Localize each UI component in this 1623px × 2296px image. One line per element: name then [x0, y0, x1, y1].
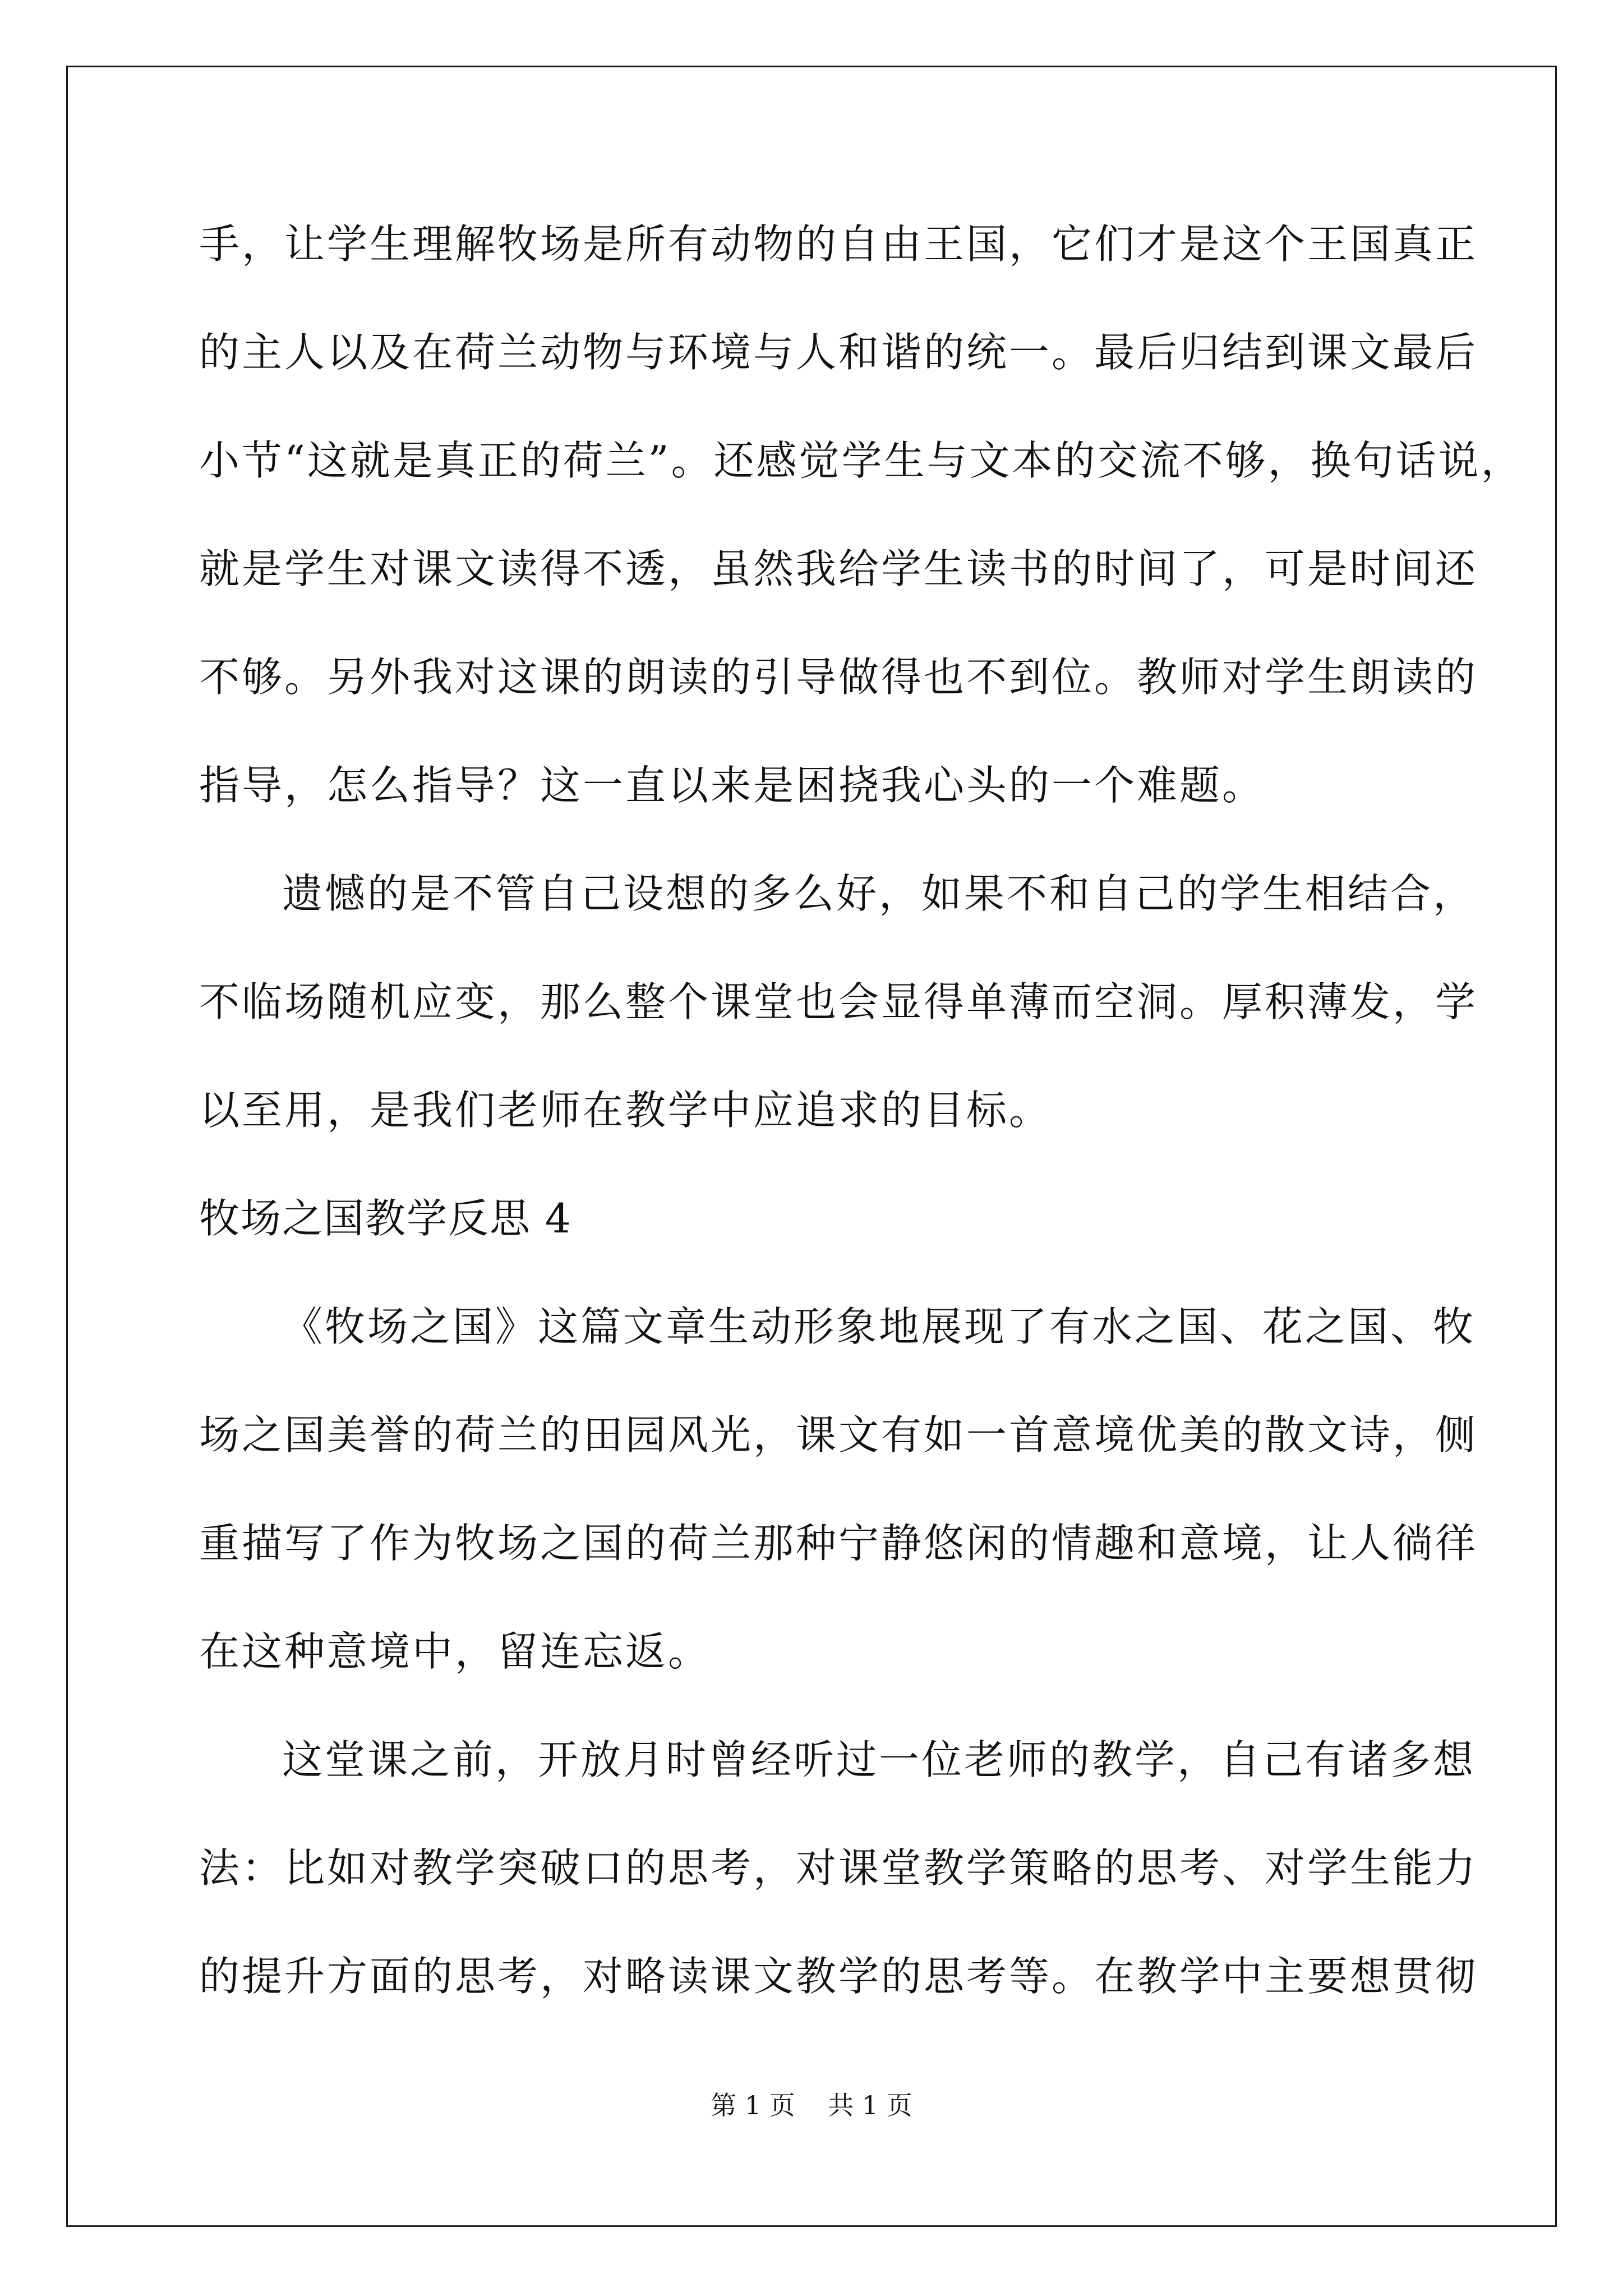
section-heading: 牧场之国教学反思 4 [199, 1195, 572, 1242]
page-total: 共 1 页 [828, 2090, 912, 2120]
page-border [66, 66, 1557, 2227]
text-line: 法：比如对教学突破口的思考，对课堂教学策略的思考、对学生能力 [199, 1844, 1478, 1892]
text-line: 场之国美誉的荷兰的田园风光，课文有如一首意境优美的散文诗，侧 [199, 1411, 1478, 1458]
text-line: 就是学生对课文读得不透，虽然我给学生读书的时间了，可是时间还 [199, 545, 1478, 592]
text-line: 不够。另外我对这课的朗读的引导做得也不到位。教师对学生朗读的 [199, 654, 1478, 701]
text-line: 以至用，是我们老师在教学中应追求的目标。 [199, 1087, 1052, 1134]
text-line: 重描写了作为牧场之国的荷兰那种宁静悠闲的情趣和意境，让人徜徉 [199, 1520, 1478, 1567]
text-line: 手，让学生理解牧场是所有动物的自由王国，它们才是这个王国真正 [199, 220, 1478, 268]
paragraph-start-line: 遗憾的是不管自己设想的多么好，如果不和自己的学生相结合， [282, 870, 1476, 917]
page-footer [0, 2090, 1623, 2121]
text-line: 的提升方面的思考，对略读课文教学的思考等。在教学中主要想贯彻 [199, 1953, 1478, 2000]
text-line: 的主人以及在荷兰动物与环境与人和谐的统一。最后归结到课文最后 [199, 329, 1478, 376]
text-line: 在这种意境中，留连忘返。 [199, 1628, 711, 1675]
text-line: 不临场随机应变，那么整个课堂也会显得单薄而空洞。厚积薄发，学 [199, 978, 1478, 1025]
paragraph-start-line: 这堂课之前，开放月时曾经听过一位老师的教学，自己有诸多想 [282, 1736, 1476, 1783]
paragraph-start-line: 《牧场之国》这篇文章生动形象地展现了有水之国、花之国、牧 [282, 1303, 1476, 1350]
text-line: 指导，怎么指导？这一直以来是困挠我心头的一个难题。 [199, 762, 1265, 809]
text-line: 小节“这就是真正的荷兰”。还感觉学生与文本的交流不够，换句话说， [199, 437, 1524, 484]
page-number: 第 1 页 [711, 2090, 795, 2120]
